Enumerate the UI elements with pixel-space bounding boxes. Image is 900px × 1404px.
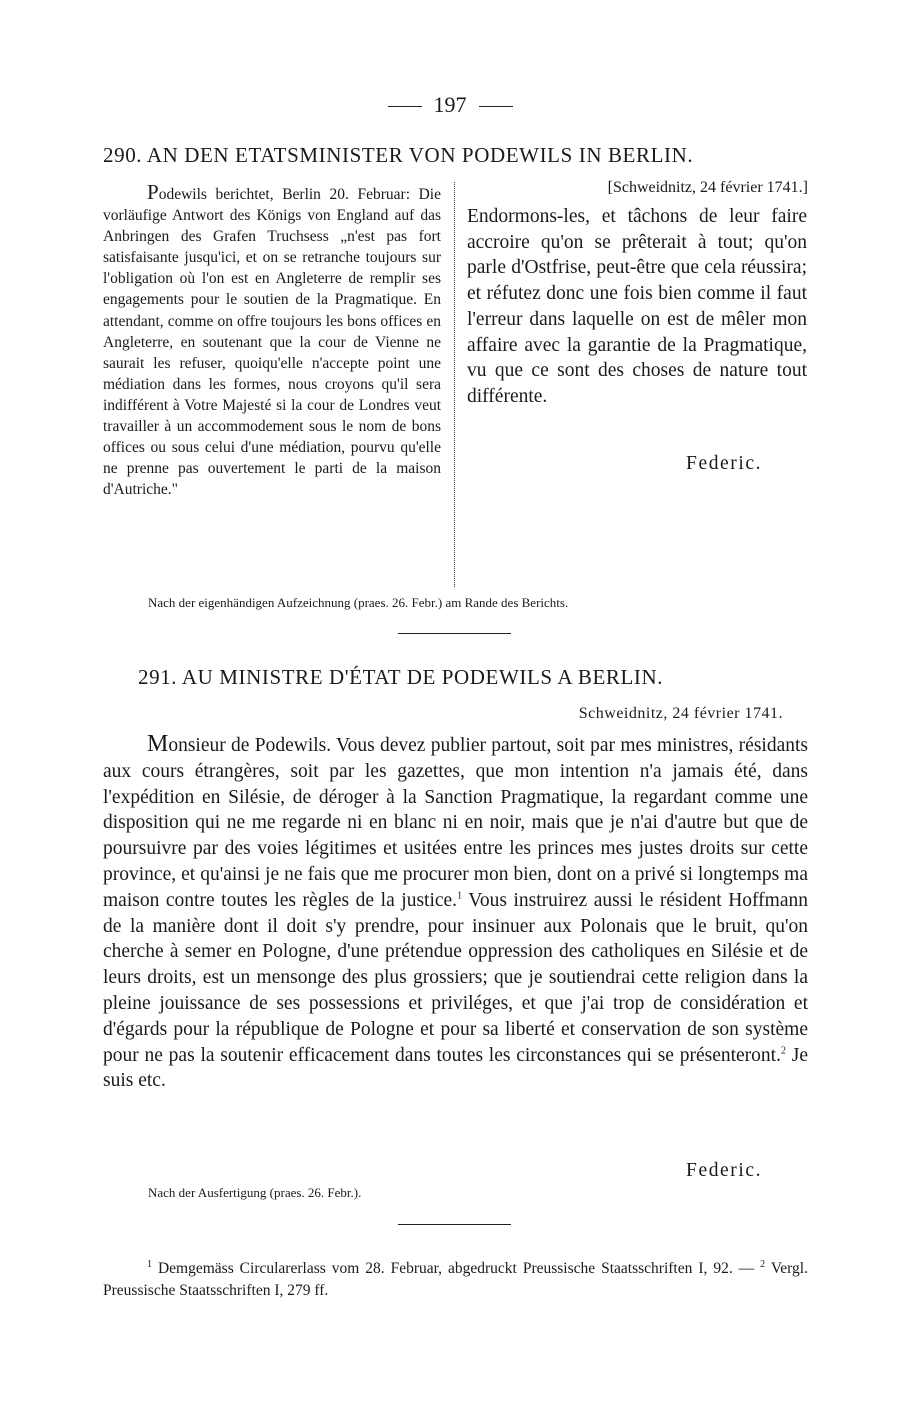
footnote-ref-1: 1 [457,890,463,902]
letter-291-text-part-b: Vous instruirez aussi le résident Hoffmann de la manière dont il doit s'y prendre, pour insinuer aux Polonais que le bruit, qu'on cherche à semer en Pologne, d'une prétendue oppression des catholiques en Silésie et de leurs droits, est un mensonge des plus grossiers; que je soutiendrai cette religion dans la pleine jouissance de ses possessions et priviléges, et que j'ai trop de considération et d'égards pour la république de Pologne et pour sa liberté et conservation de son système pour ne pas la soutenir efficacement dans toutes les circonstances qui se présenteront. [103,889,808,1066]
letter-291-initial: M [147,731,169,757]
footnote-mark-2: 2 [760,1258,766,1270]
letter-290-signature: Federic. [686,453,763,474]
letter-290-report-summary [103,182,441,500]
letter-291-date: Schweidnitz, 24 février 1741. [578,705,783,722]
footnote-ref-2: 2 [780,1045,786,1057]
page-number [0,92,900,118]
letter-290-source-note: Nach der eigenhändigen Aufzeichnung (praes. 26. Febr.) am Rande des Berichts. [148,595,569,610]
footnote-text-1: Demgemäss Circularerlass vom 28. Februar, abgedruckt Preussische Staatsschriften I, 92. — [152,1260,761,1277]
footnotes [103,1258,808,1301]
letter-291-source-note: Nach der Ausfertigung (praes. 26. Febr.). [148,1185,362,1200]
letter-290-date: [Schweidnitz, 24 février 1741.] [607,179,808,196]
letter-290-heading: 290. AN DEN ETATSMINISTER VON PODEWILS IN BERLIN. [103,143,694,167]
footnote-text-2: Vergl. Preussische Staatsschriften I, 279 ff. [103,1260,808,1299]
page-number-dash-left [388,106,422,107]
footnote-mark-1: 1 [147,1258,152,1270]
footnote-separator-rule [398,1224,511,1225]
letter-291-text-part-c: Je suis etc. [103,1044,808,1092]
letter-290-summary-initial: P [147,180,159,204]
letter-291-text-part-a: onsieur de Podewils. Vous devez publier partout, soit par mes ministres, résidants aux cours étrangères, soit par les gazettes, que mon intention n'a jamais été, dans l'expédition en Silésie, de déroger à la Sanction Pragmatique, la regardant comme une disposition qui ne me regarde ni en blanc ni en noir, mais que je n'ai d'autre but que de poursuivre par des voies légitimes et usitées entre les princes mes justes droits sur cette province, et qu'ainsi je ne fais que me procurer mon bien, dont on a privé si longtemps ma maison contre toutes les règles de la justice. [103,735,808,911]
letter-290-summary-text: odewils berichtet, Berlin 20. Februar: Die vorläufige Antwort des Königs von England auf das Anbringen des Grafen Truchsess „n'est pas fort satisfaisante jusqu'ici, et on se retranche toujours sur l'obligation où l'on est en Angleterre de remplir ses engagements pour le soutien de la Pragmatique. En attendant, comme on offre toujours les bons offices en Angleterre, en soutenant que la cour de Vienne ne saurait les refuser, quoiqu'elle n'accepte point une médiation dans les formes, nous croyons qu'il sera indifférent à Votre Majesté si la cour de Londres veut travailler à un accommodement sous le nom de bons offices ou sous celui d'une médiation, pourvu qu'elle ne prenne pas ouvertement le parti de la maison d'Autriche." [103,186,441,499]
letter-291-text [103,732,808,1094]
letter-290-text: Endormons-les, et tâchons de leur faire accroire qu'on se prêterait à tout; qu'on parle d'Ostfrise, peut-être que cela réussira; et réfutez donc une fois bien comme il faut l'erreur dans laquelle on est de mêler mon affaire avec la garantie de la Pragmatique, vu que ce sont des choses de nature tout différente. [467,206,807,407]
page-number-text: 197 [433,92,467,117]
letter-291-signature: Federic. [686,1160,763,1181]
separator-rule [398,633,511,634]
page-number-dash-right [479,106,513,107]
column-divider [454,182,455,587]
letter-291-heading: 291. AU MINISTRE D'ÉTAT DE PODEWILS A BERLIN. [138,665,664,689]
